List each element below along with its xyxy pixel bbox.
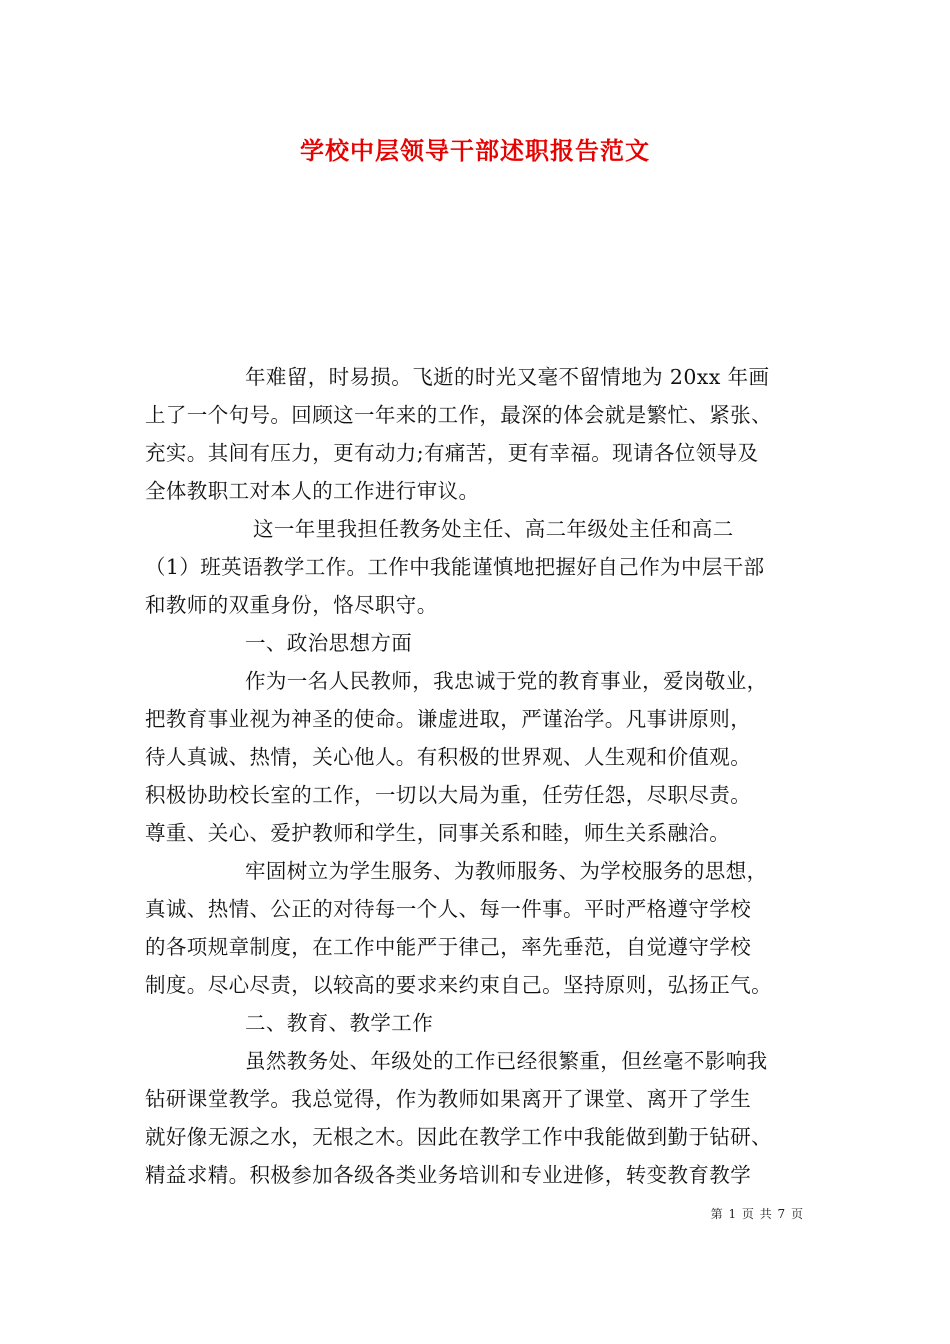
paragraph-line: 充实。其间有压力，更有动力;有痛苦，更有幸福。现请各位领导及 xyxy=(145,441,759,465)
paragraph-line: 牢固树立为学生服务、为教师服务、为学校服务的思想， xyxy=(245,859,768,883)
paragraph-line: 钻研课堂教学。我总觉得，作为教师如果离开了课堂、离开了学生 xyxy=(145,1087,752,1111)
paragraph-line: 就好像无源之水，无根之木。因此在教学工作中我能做到勤于钻研、 xyxy=(145,1125,772,1149)
page-number: 第 1 页 共 7 页 xyxy=(710,1207,804,1221)
paragraph-line: 年难留，时易损。飞逝的时光又毫不留情地为 20xx 年画 xyxy=(245,365,770,389)
section-heading: 二、教育、教学工作 xyxy=(245,1011,434,1035)
paragraph-line: 精益求精。积极参加各级各类业务培训和专业进修，转变教育教学 xyxy=(145,1163,752,1187)
paragraph-line: 的各项规章制度，在工作中能严于律己，率先垂范，自觉遵守学校 xyxy=(145,935,752,959)
paragraph-line: 虽然教务处、年级处的工作已经很繁重，但丝毫不影响我 xyxy=(245,1049,768,1073)
paragraph-line: 尊重、关心、爱护教师和学生，同事关系和睦，师生关系融洽。 xyxy=(145,821,731,845)
document-title: 学校中层领导干部述职报告范文 xyxy=(300,136,650,165)
paragraph-line: 作为一名人民教师，我忠诚于党的教育事业，爱岗敬业， xyxy=(245,669,768,693)
paragraph-line: 把教育事业视为神圣的使命。谦虚进取，严谨治学。凡事讲原则， xyxy=(145,707,752,731)
paragraph-line: 积极协助校长室的工作，一切以大局为重，任劳任怨，尽职尽责。 xyxy=(145,783,752,807)
paragraph-line: 真诚、热情、公正的对待每一个人、每一件事。平时严格遵守学校 xyxy=(145,897,752,921)
paragraph-line: 和教师的双重身份，恪尽职守。 xyxy=(145,593,438,617)
section-heading: 一、政治思想方面 xyxy=(245,631,413,655)
document-body xyxy=(145,358,815,1194)
paragraph-line: 上了一个句号。回顾这一年来的工作，最深的体会就是繁忙、紧张、 xyxy=(145,403,772,427)
paragraph-line: （1）班英语教学工作。工作中我能谨慎地把握好自己作为中层干部 xyxy=(145,555,765,579)
paragraph-line: 制度。尽心尽责，以较高的要求来约束自己。坚持原则，弘扬正气。 xyxy=(145,973,772,997)
paragraph-line: 待人真诚、热情，关心他人。有积极的世界观、人生观和价值观。 xyxy=(145,745,752,769)
paragraph-line: 这一年里我担任教务处主任、高二年级处主任和高二 xyxy=(253,517,734,541)
paragraph-line: 全体教职工对本人的工作进行审议。 xyxy=(145,479,480,503)
